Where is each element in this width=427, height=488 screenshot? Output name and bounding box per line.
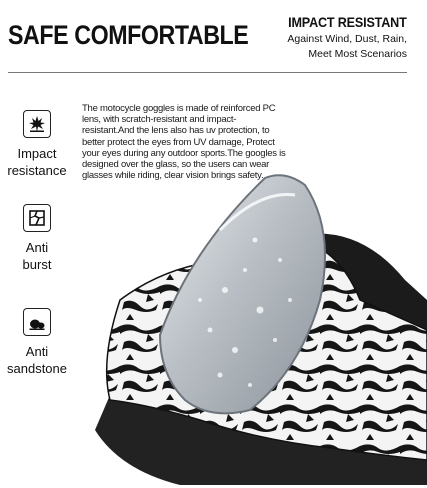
feature-label-line-1: Anti — [25, 344, 49, 359]
feature-anti-burst — [0, 204, 74, 272]
feature-label-line-2: sandstone — [7, 361, 67, 376]
product-description: The motocycle goggles is made of reinforced PC lens, with scratch-resistant and impact-resistant.And the lens also has uv protection, to better protect the eyes from UV damage, Protect your eyes during any outdoor sports.The googles is designed over the glass, so the users can wear glasses while riding, clear vision brings safety. — [82, 103, 286, 182]
feature-anti-sandstone — [0, 308, 74, 376]
page-title: SAFE COMFORTABLE — [8, 20, 249, 50]
feature-label-line-2: burst — [22, 257, 52, 272]
feature-label-line-1: Anti — [25, 240, 49, 255]
feature-label-line-1: Impact — [17, 146, 57, 161]
broken-panel-icon — [23, 204, 51, 232]
feature-label-line-2: resistance — [7, 163, 67, 178]
impact-resistant-line-1: Against Wind, Dust, Rain, — [287, 33, 407, 45]
impact-resistant-block — [275, 14, 407, 60]
impact-resistant-line-2: Meet Most Scenarios — [308, 48, 407, 60]
feature-impact-resistance — [0, 110, 74, 178]
explosion-icon — [23, 110, 51, 138]
impact-resistant-title: IMPACT RESISTANT — [288, 14, 407, 30]
sandstone-icon — [23, 308, 51, 336]
header-divider — [8, 72, 407, 73]
